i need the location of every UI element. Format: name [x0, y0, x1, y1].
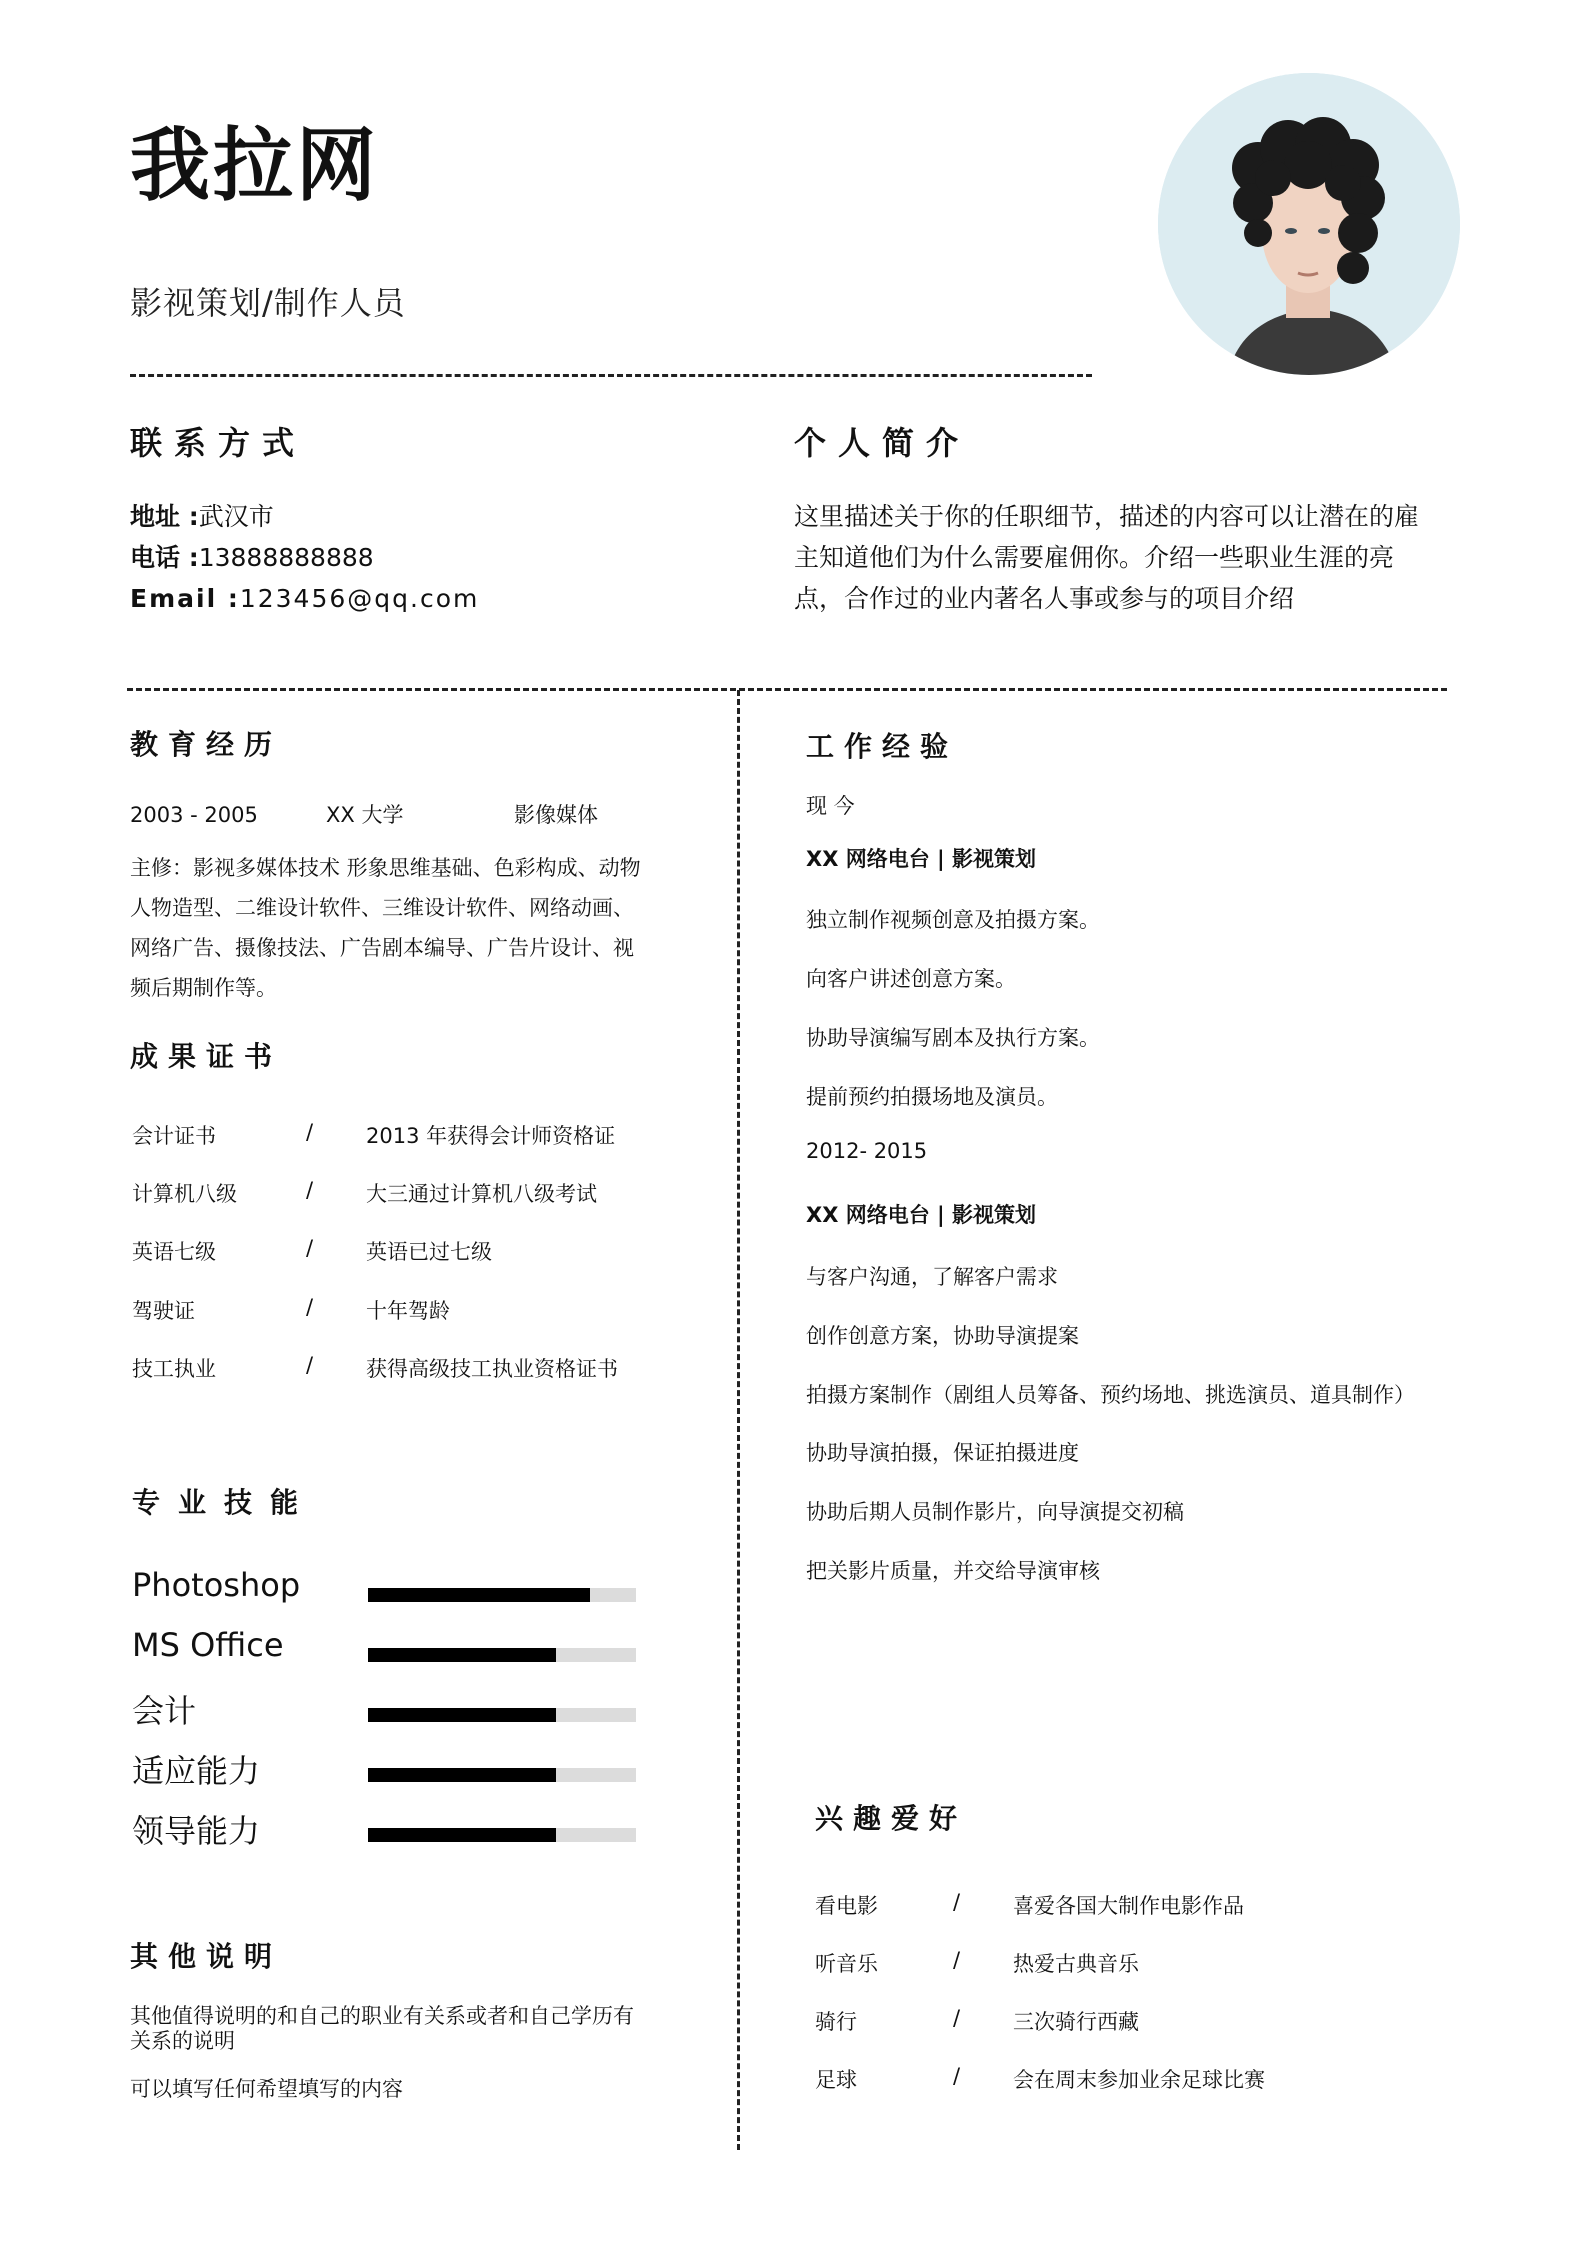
column-divider — [737, 690, 740, 2150]
intro-line: 这里描述关于你的任职细节，描述的内容可以让潜在的雇 — [794, 502, 1420, 531]
job-duty: 提前预约拍摄场地及演员。 — [806, 1085, 1058, 1109]
other-line: 可以填写任何希望填写的内容 — [130, 2077, 403, 2101]
certificate-separator: / — [306, 1178, 314, 1202]
certificate-separator: / — [306, 1295, 314, 1319]
certificate-name: 计算机八级 — [132, 1182, 237, 1206]
certificate-separator: / — [306, 1120, 314, 1144]
certificate-name: 英语七级 — [132, 1240, 216, 1264]
job-duty: 把关影片质量，并交给导演审核 — [806, 1559, 1100, 1583]
skill-name: MS Office — [132, 1626, 284, 1664]
hobby-separator: / — [953, 1890, 961, 1914]
hobby-desc: 热爱古典音乐 — [1013, 1952, 1139, 1976]
other-title: 其他说明 — [130, 1940, 283, 1973]
skill-bar-fill — [368, 1768, 556, 1782]
hobby-separator: / — [953, 2006, 961, 2030]
hobby-name: 足球 — [815, 2068, 857, 2092]
skill-name: 领导能力 — [132, 1812, 261, 1850]
education-school: XX 大学 — [326, 803, 404, 827]
certificate-name: 驾驶证 — [132, 1299, 195, 1323]
certificate-desc: 英语已过七级 — [366, 1240, 492, 1264]
education-courses-line: 网络广告、摄像技法、广告剧本编导、广告片设计、视 — [130, 936, 634, 960]
education-title: 教育经历 — [130, 728, 283, 761]
education-courses-line: 主修：影视多媒体技术 形象思维基础、色彩构成、动物 — [130, 856, 641, 880]
certificates-title: 成果证书 — [130, 1040, 283, 1073]
hobby-separator: / — [953, 1948, 961, 1972]
certificate-separator: / — [306, 1236, 314, 1260]
hobby-name: 看电影 — [815, 1894, 878, 1918]
certificate-desc: 十年驾龄 — [366, 1299, 450, 1323]
hobby-desc: 三次骑行西藏 — [1013, 2010, 1139, 2034]
education-years: 2003 - 2005 — [130, 803, 258, 827]
phone-label: 电话 : — [130, 543, 199, 572]
intro-title: 个人简介 — [794, 424, 971, 462]
resume-role: 影视策划/制作人员 — [130, 284, 406, 322]
education-courses-line: 人物造型、二维设计软件、三维设计软件、网络动画、 — [130, 896, 634, 920]
certificate-separator: / — [306, 1353, 314, 1377]
job-duty: 拍摄方案制作（剧组人员筹备、预约场地、挑选演员、道具制作） — [806, 1383, 1415, 1407]
skill-name: 会计 — [132, 1692, 197, 1730]
skill-bar-track — [368, 1648, 636, 1662]
job-duty: 向客户讲述创意方案。 — [806, 967, 1016, 991]
skill-bar-fill — [368, 1648, 556, 1662]
address-value: 武汉市 — [198, 502, 274, 531]
hobbies-title: 兴趣爱好 — [815, 1802, 968, 1835]
skill-bar-fill — [368, 1588, 590, 1602]
header-divider — [130, 374, 1092, 377]
skill-bar-fill — [368, 1828, 556, 1842]
job-duty: 创作创意方案，协助导演提案 — [806, 1324, 1079, 1348]
certificate-name: 技工执业 — [132, 1357, 216, 1381]
contact-email — [130, 578, 479, 619]
section-divider — [127, 688, 1447, 691]
email-label[interactable]: Email : — [130, 584, 240, 613]
other-line: 关系的说明 — [130, 2029, 235, 2053]
education-major: 影像媒体 — [514, 803, 598, 827]
job-duty: 独立制作视频创意及拍摄方案。 — [806, 908, 1100, 932]
contact-address — [130, 496, 274, 537]
skill-bar-track — [368, 1768, 636, 1782]
education-courses-line: 频后期制作等。 — [130, 976, 277, 1000]
address-label: 地址 : — [130, 502, 199, 531]
hobby-name: 听音乐 — [815, 1952, 878, 1976]
job-duty: 协助后期人员制作影片，向导演提交初稿 — [806, 1500, 1184, 1524]
avatar — [1158, 73, 1460, 375]
hobby-desc: 喜爱各国大制作电影作品 — [1013, 1894, 1244, 1918]
other-line: 其他值得说明的和自己的职业有关系或者和自己学历有 — [130, 2004, 634, 2028]
job-duty: 协助导演编写剧本及执行方案。 — [806, 1026, 1100, 1050]
job-duty: 协助导演拍摄，保证拍摄进度 — [806, 1441, 1079, 1465]
avatar-photo — [1158, 73, 1460, 375]
job-period: 现 今 — [806, 794, 855, 818]
hobby-separator: / — [953, 2064, 961, 2088]
intro-line: 主知道他们为什么需要雇佣你。介绍一些职业生涯的亮 — [794, 543, 1395, 572]
email-value[interactable]: 123456@qq.com — [239, 584, 480, 613]
contact-title: 联系方式 — [130, 424, 307, 462]
resume-name: 我拉网 — [130, 119, 379, 212]
hobby-desc: 会在周末参加业余足球比赛 — [1013, 2068, 1265, 2092]
certificate-desc: 获得高级技工执业资格证书 — [366, 1357, 618, 1381]
intro-line: 点，合作过的业内著名人事或参与的项目介绍 — [794, 584, 1295, 613]
hobby-name: 骑行 — [815, 2010, 857, 2034]
certificate-name: 会计证书 — [132, 1124, 216, 1148]
skill-bar-track — [368, 1708, 636, 1722]
skill-name: Photoshop — [132, 1566, 301, 1604]
job-company: XX 网络电台 | 影视策划 — [806, 1203, 1036, 1227]
job-period: 2012- 2015 — [806, 1139, 928, 1163]
job-duty: 与客户沟通，了解客户需求 — [806, 1265, 1058, 1289]
skill-bar-track — [368, 1588, 636, 1602]
work-title: 工作经验 — [806, 730, 959, 763]
job-company: XX 网络电台 | 影视策划 — [806, 847, 1036, 871]
skill-bar-fill — [368, 1708, 556, 1722]
contact-phone — [130, 537, 374, 578]
skills-title: 专业技能 — [132, 1486, 317, 1519]
skill-name: 适应能力 — [132, 1752, 261, 1790]
certificate-desc: 2013 年获得会计师资格证 — [366, 1124, 616, 1148]
certificate-desc: 大三通过计算机八级考试 — [366, 1182, 597, 1206]
skill-bar-track — [368, 1828, 636, 1842]
phone-value: 13888888888 — [198, 543, 374, 572]
